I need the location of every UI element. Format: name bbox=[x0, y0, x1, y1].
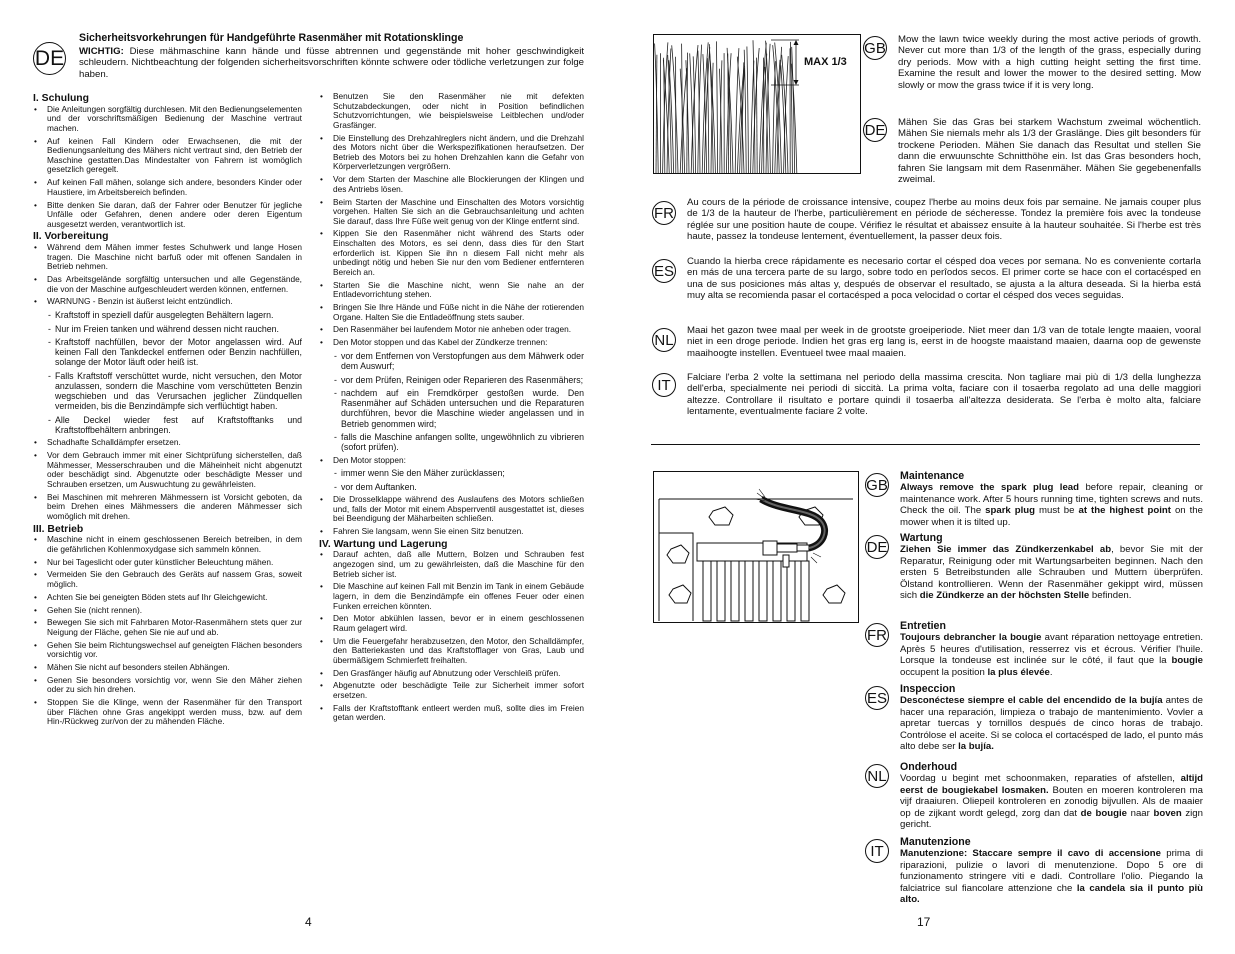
sub-list-item: - Kraftstoff in speziell dafür ausgelegten Behältern lagern. bbox=[30, 310, 302, 320]
language-badge-de: DE bbox=[33, 42, 66, 75]
column-left bbox=[30, 92, 302, 730]
page-title: Sicherheitsvorkehrungen für Handgeführte Rasenmäher mit Rotationsklinge bbox=[79, 32, 464, 44]
sub-list-item: - nachdem auf ein Fremdkörper gestoßen wurde. Den Rasenmäher auf Schäden untersuchen und die Reparaturen durchführen, bevor die Maschine wieder angelassen und in Betrieb genommen wird; bbox=[316, 388, 584, 429]
emphasis-text: bougie bbox=[1171, 655, 1203, 667]
language-badge-es: ES bbox=[865, 686, 889, 710]
maintenance-heading: Entretien bbox=[900, 620, 946, 632]
body-text: must be bbox=[1035, 505, 1079, 517]
emphasis-text: de bougie bbox=[1080, 807, 1127, 819]
language-badge-nl: NL bbox=[865, 764, 889, 788]
maintenance-heading: Wartung bbox=[900, 532, 943, 544]
list-item: • Beim Starten der Maschine und Einschalten des Motors vorsichtig vorgehen. Halten Sie sich an die Gebrauchsanleitung und achten Sie darauf, dass Ihre Füße weit genug von der Klinge entfernt sind. bbox=[316, 198, 584, 227]
bullet-list bbox=[30, 105, 302, 230]
sub-list-item: - vor dem Entfernen von Verstopfungen aus dem Mähwerk oder dem Auswurf; bbox=[316, 351, 584, 371]
maintenance-block-gb bbox=[900, 471, 1203, 528]
sub-list-item: - Falls Kraftstoff verschüttet wurde, nicht versuchen, den Motor anzulassen, sondern die Maschine vom verschütteten Benzin wegschieben und das Verursachen jeglicher Zündquellen vermeiden, bis die Benzindämpfe sich verflüchtigt haben. bbox=[30, 371, 302, 412]
list-item: • Den Motor stoppen und das Kabel der Zündkerze trennen: bbox=[316, 338, 584, 348]
list-item: • Während dem Mähen immer festes Schuhwerk und lange Hosen tragen. Die Maschine nicht barfuß oder mit offenen Sandalen in Betrieb nehmen. bbox=[30, 243, 302, 272]
maintenance-text bbox=[900, 848, 1203, 905]
list-item: • Bei Maschinen mit mehreren Mähmessern ist Vorsicht geboten, da beim Drehen eines Mähmessers die anderen Mähmesser sich womöglich mit drehen. bbox=[30, 493, 302, 522]
sub-list-item: - immer wenn Sie den Mäher zurücklassen; bbox=[316, 468, 584, 478]
list-item: • Auf keinen Fall mähen, solange sich andere, besonders Kinder oder Haustiere, im Arbeitsbereich befinden. bbox=[30, 178, 302, 197]
section-heading: IV. Wartung und Lagerung bbox=[319, 538, 448, 550]
maintenance-text bbox=[900, 695, 1203, 752]
body-text: on the mower when it is tilted up. bbox=[900, 505, 1203, 528]
list-item: • Die Anleitungen sorgfältig durchlesen. Mit den Bedienungselementen und der vorschriftsmäßigen Bedienung der Maschine vertraut machen. bbox=[30, 105, 302, 134]
mowing-paragraph-it: Falciare l'erba 2 volte la settimana nel periodo della massima crescita. Non tagliare mai più di 1/3 della lunghezza dell'erba, specialmente nei periodi di siccità. La prima volta, faciare con il tosaerba regolato ad una delle maggiori altezze. Controllare il risultato e portare quindi il tosaerba all'altezza desiderata. Se l'erba è molto alta, falciare lentamente, eventualmente faciare 2 volte. bbox=[687, 372, 1201, 418]
emphasis-text: at the highest point bbox=[1078, 505, 1171, 517]
language-badge-nl: NL bbox=[652, 328, 676, 352]
body-text: Bouten en moeren kontroleren ma vijf draaiuren. Oliepeil kontroleren en zonodig bijvullen. Als de maaier op de zijkant wordt gelegd, zorg dan dat bbox=[900, 784, 1203, 819]
mowing-paragraph-nl: Maai het gazon twee maal per week in de grootste groeiperiode. Niet meer dan 1/3 van de totale lengte maaien, vooral niet in een droge periode. Indien het gras erg lang is, eerst in de hoogste maaistand maaien, daarna oop de gewenste maaihoogte instellen. Eventueel twee maal maaien. bbox=[687, 325, 1201, 359]
emphasis-text: Manutenzione: Staccare sempre il cavo di accensione bbox=[900, 848, 1161, 860]
mowing-paragraph-fr: Au cours de la période de croissance intensive, coupez l'herbe au moins deux fois par semaine. Ne jamais couper plus de 1/3 de la hauteur de l'herbe, particulièrement en période de sécheresse. Tondez la première fois avec la tondeuse réglée sur une position haute de coupe. Vérifiez le résultat et abaissez ensuite à la hauteur souhaitée. Si l'herbe est très haute, passez la tondeuse lentement, éventuellement, la passer deux fois. bbox=[687, 197, 1201, 243]
list-item: • Abgenutzte oder beschädigte Teile zur Sicherheit immer sofort ersetzen. bbox=[316, 681, 584, 700]
bullet-list bbox=[30, 535, 302, 727]
body-text: antes de hacer una reparación, limpieza o trabajo de mantenimiento. Vovler a apretar tuercas y tornillos después de cinco horas de trabajo. Contrólose el aceite. Si se coloca el cortacésped de lado, el punto más alto debe ser bbox=[900, 695, 1203, 753]
language-badge-es: ES bbox=[652, 259, 676, 283]
emphasis-text: spark plug bbox=[985, 505, 1036, 517]
list-item: • Bitte denken Sie daran, daß der Fahrer oder Benutzer für jegliche Unfälle oder Gefahren, denen andere oder deren Eigentum ausgesetzt werden, verantwortlich ist. bbox=[30, 201, 302, 230]
list-item: • Den Motor abkühlen lassen, bevor er in einem geschlossenen Raum gelagert wird. bbox=[316, 614, 584, 633]
maintenance-block-it bbox=[900, 837, 1203, 905]
max-cut-label: MAX 1/3 bbox=[804, 56, 847, 68]
warning-text: Diese mähmaschine kann hände und füsse abtrennen und gegenstände mit hoher geschwindigkeit schleudern. Nichtbeachtung der folgenden sicherheitsvorschriften könnte schwere oder tödliche verletzungen zur folge haben. bbox=[79, 46, 584, 80]
maintenance-heading: Inspeccion bbox=[900, 683, 956, 695]
language-badge-de: DE bbox=[863, 118, 887, 142]
emphasis-text: la plus élevée bbox=[987, 666, 1050, 678]
maintenance-text bbox=[900, 544, 1203, 601]
section-divider bbox=[651, 444, 1200, 445]
emphasis-text: die Zündkerze an der höchsten Stelle bbox=[919, 590, 1090, 602]
list-item: • Gehen Sie (nicht rennen). bbox=[30, 606, 302, 616]
maintenance-text bbox=[900, 482, 1203, 528]
language-badge-de: DE bbox=[865, 535, 889, 559]
emphasis-text: Desconéctese siempre el cable del encendido de la bujía bbox=[900, 695, 1163, 707]
body-text: occupent la position bbox=[900, 666, 988, 678]
emphasis-text: la bujía. bbox=[958, 741, 994, 753]
sub-list-item: - falls die Maschine anfangen sollte, ungewöhnlich zu vibrieren (sofort prüfen). bbox=[316, 432, 584, 452]
emphasis-text: la candela sia il punto più alto. bbox=[900, 882, 1204, 906]
page-number-left: 4 bbox=[305, 915, 312, 929]
body-text: zign gericht. bbox=[900, 807, 1203, 831]
list-item: • Kippen Sie den Rasenmäher nicht während des Starts oder Einschalten des Motors, es sei denn, dass dies für den Start erforderlich ist. Kippen Sie ihn n diesem Fall nicht mehr als unbedingt nötig und heben Sie nur den vom Bediener entfernteren Bereich an. bbox=[316, 229, 584, 277]
bullet-list bbox=[316, 550, 584, 723]
list-item: • Den Grasfänger häufig auf Abnutzung oder Verschleiß prüfen. bbox=[316, 669, 584, 679]
list-item: • Den Rasenmäher bei laufendem Motor nie anheben oder tragen. bbox=[316, 325, 584, 335]
maintenance-block-de bbox=[900, 533, 1203, 601]
mowing-paragraph-es: Cuando la hierba crece rápidamente es necesario cortar el césped doa veces por semana. No es conveniente cortarla en más de una tercera parte de su largo, sobre todo en perîodos secos. El primer corte se hace con el cortacésped en una de sus posiciones más altas y, después de observar el resultado, se ajusta a la altura deseada. Si la hierba está muy alta se recomienda pasar el cortacésped a poca velocidad o cortar el césped dos veces seguidas. bbox=[687, 256, 1201, 302]
bullet-list bbox=[316, 92, 584, 537]
sub-list-item: - Nur im Freien tanken und während dessen nicht rauchen. bbox=[30, 324, 302, 334]
language-badge-fr: FR bbox=[652, 201, 676, 225]
list-item: • Mähen Sie nicht auf besonders steilen Abhängen. bbox=[30, 663, 302, 673]
list-item: • Vor dem Starten der Maschine alle Blockierungen der Klingen und des Antriebs lösen. bbox=[316, 175, 584, 194]
list-item: • Nur bei Tageslicht oder guter künstlicher Beleuchtung mähen. bbox=[30, 558, 302, 568]
body-text: Voordag u begint met schoonmaken, reparaties of afstellen, bbox=[900, 773, 1181, 785]
body-text: . bbox=[1049, 666, 1053, 678]
language-badge-gb: GB bbox=[863, 36, 887, 60]
list-item: • Falls der Kraftstofftank entleert werden muß, sollte dies im Freien getan werden. bbox=[316, 704, 584, 723]
list-item: • Benutzen Sie den Rasenmäher nie mit defekten Schutzabdeckungen, oder nicht in Position befindlichen Schutzvorrichtungen, wie beispielsweise Leitblechen und/oder Grasfänger. bbox=[316, 92, 584, 130]
list-item: • Starten Sie die Maschine nicht, wenn Sie nahe an der Entladevorrichtung stehen. bbox=[316, 281, 584, 300]
maintenance-heading: Maintenance bbox=[900, 470, 965, 482]
maintenance-block-es bbox=[900, 684, 1203, 752]
body-text: avant réparation nettoyage entretien. Après 5 heures d'utilisation, resserrez vis et écrous. Vérifier l'huile. Lorsque la tondeuse est inclinée sur le côté, il faut que la bbox=[900, 632, 1203, 667]
body-text: prima di riparazioni, pulizie o lavori di menutenzione. Dopo 5 ore di funzionamento stringere viti e dadi. Controllare l'olio. Piegando la falciatrice sul fiancolare attenzione che bbox=[900, 848, 1203, 894]
sub-list-item: - vor dem Prüfen, Reinigen oder Reparieren des Rasenmähers; bbox=[316, 375, 584, 385]
maintenance-text bbox=[900, 773, 1203, 830]
body-text: , bevor Sie mit der Reparatur, Reinigung oder mit Wartungsarbeiten beginnen. Nach den ersten 5 Betreibstunden alle Schrauben und Muttern überprüfen. Ölstand kontrollieren. Wenn der Rasenmäher gekippt wird, müssen sich bbox=[900, 544, 1203, 602]
language-badge-it: IT bbox=[652, 373, 676, 397]
list-item: • Genen Sie besonders vorsichtig vor, wenn Sie den Mäher ziehen oder zu sich hin drehen. bbox=[30, 676, 302, 695]
list-item: • Schadhafte Schalldämpfer ersetzen. bbox=[30, 438, 302, 448]
section-heading: III. Betrieb bbox=[33, 523, 84, 535]
list-item: • Auf keinen Fall Kindern oder Erwachsenen, die mit der Bedienungsanleitung des Mähers nicht vertraut sind, den Betrieb der Maschine gestatten.Das Mindestalter von Fahrern ist womöglich gesetzlich geregelt. bbox=[30, 137, 302, 175]
list-item: • Die Einstellung des Drehzahlreglers nicht ändern, und die Drehzahl des Motors nicht über die Werkspezifikationen heraufsetzen. Der Betrieb des Motors bei zu hohen Drehzahlen kann die Gefahr von Körperverletzungen vergrößern. bbox=[316, 134, 584, 172]
section-heading: II. Vorbereitung bbox=[33, 231, 109, 243]
list-item: • Um die Feuergefahr herabzusetzen, den Motor, den Schalldämpfer, den Batteriekasten und das Kraftstofflager von Gras, Laub und übermäßigem Schmierfett freihalten. bbox=[316, 637, 584, 666]
mowing-paragraph-gb: Mow the lawn twice weekly during the most active periods of growth. Never cut more than 1/3 of the length of the grass, especially during dry periods. Mow with a high cutting height setting the first time. Examine the result and lower the mower to the desired setting. Mow slowly or mow the grass twice if it is very long. bbox=[898, 34, 1201, 91]
language-badge-fr: FR bbox=[865, 623, 889, 647]
sub-list-item: - Kraftstoff nachfüllen, bevor der Motor angelassen wird. Auf keinen Fall den Tankdeckel entfernen oder Benzin nachfüllen, solange der Motor läuft oder heiß ist. bbox=[30, 337, 302, 368]
list-item: • Vermeiden Sie den Gebrauch des Geräts auf nassem Gras, soweit möglich. bbox=[30, 570, 302, 589]
language-badge-gb: GB bbox=[865, 473, 889, 497]
list-item: • Achten Sie bei geneigten Böden stets auf Ihr Gleichgewicht. bbox=[30, 593, 302, 603]
maintenance-text bbox=[900, 632, 1203, 678]
engine-spark-plug-illustration bbox=[653, 471, 859, 623]
body-text: before repair, cleaning or maintenance work. After 5 hours running time, tighten screws and nuts. Check the oil. The bbox=[900, 482, 1203, 517]
list-item: • Den Motor stoppen: bbox=[316, 456, 584, 466]
body-text: befinden. bbox=[1089, 590, 1132, 602]
list-item: • Maschine nicht in einem geschlossenen Bereich betreiben, in dem die gefährlichen Kohlenmoxydgase sich sammeln können. bbox=[30, 535, 302, 554]
list-item: • Fahren Sie langsam, wenn Sie einen Sitz benutzen. bbox=[316, 527, 584, 537]
page-number-right: 17 bbox=[917, 915, 931, 929]
mowing-paragraph-de: Mähen Sie das Gras bei starkem Wachstum zweimal wöchentlich. Mähen Sie niemals mehr als 1/3 der Graslänge. Dies gilt besonders für trockene Perioden. Mähen Sie danach das Resultat und stellen Sie dann die erwuunschte Schnitthöhe ein. Ist das Gras besonders hoch, fahren Sie langsam mit dem Rasenmäher. Mähen Sie gegebenenfalls zweimal. bbox=[898, 117, 1201, 186]
warning-paragraph bbox=[79, 46, 584, 80]
emphasis-text: Ziehen Sie immer das Zündkerzenkabel ab bbox=[900, 544, 1112, 556]
list-item: • Bewegen Sie sich mit Fahrbaren Motor-Rasenmähern stets quer zur Neigung der Fläche, gehen Sie nie auf und ab. bbox=[30, 618, 302, 637]
maintenance-heading: Onderhoud bbox=[900, 761, 958, 773]
maintenance-block-fr bbox=[900, 621, 1203, 678]
body-text: naar bbox=[1126, 807, 1154, 819]
column-right bbox=[316, 92, 584, 726]
sub-list-item: - vor dem Auftanken. bbox=[316, 482, 584, 492]
list-item: • Bringen Sie Ihre Hände und Füße nicht in die Nähe der rotierenden Organe. Halten Sie die Entladeöffnung stets sauber. bbox=[316, 303, 584, 322]
warning-label: WICHTIG: bbox=[79, 46, 124, 57]
emphasis-text: Toujours debrancher la bougie bbox=[900, 632, 1042, 644]
list-item: • Gehen Sie beim Richtungswechsel auf geneigten Flächen besonders vorsichtig vor. bbox=[30, 641, 302, 660]
maintenance-heading: Manutenzione bbox=[900, 836, 971, 848]
section-heading: I. Schulung bbox=[33, 93, 89, 104]
bullet-list bbox=[30, 243, 302, 521]
list-item: • Die Maschine auf keinen Fall mit Benzin im Tank in einem Gebäude lagern, in dem die Benzindämpfe ein offenes Feuer oder einen Funken erreichen könnten. bbox=[316, 582, 584, 611]
list-item: • Die Drosselklappe während des Auslaufens des Motors schließen und, falls der Motor mit einem Absperrventil ausgestattet ist, dieses bei Beendigung der Mäharbeiten schließen. bbox=[316, 495, 584, 524]
grass-cut-height-illustration bbox=[653, 34, 861, 174]
emphasis-text: Always remove the spark plug lead bbox=[900, 482, 1079, 494]
list-item: • Stoppen Sie die Klinge, wenn der Rasenmäher für den Transport über Flächen ohne Gras angekippt werden muss, bzw. auf dem Hin-/Rückweg zur/von der zu mähenden Fläche. bbox=[30, 698, 302, 727]
sub-list-item: - Alle Deckel wieder fest auf Kraftstofftanks und Kraftstoffbehältern anbringen. bbox=[30, 415, 302, 435]
list-item: • WARNUNG - Benzin ist äußerst leicht entzündlich. bbox=[30, 297, 302, 307]
emphasis-text: boven bbox=[1153, 807, 1182, 819]
list-item: • Das Arbeitsgelände sorgfältig untersuchen und alle Gegenstände, die von der Maschine aufgeschleudert werden können, entfernen. bbox=[30, 275, 302, 294]
language-badge-it: IT bbox=[865, 839, 889, 863]
list-item: • Vor dem Gebrauch immer mit einer Sichtprüfung sicherstellen, daß Mähmesser, Messerschrauben und die Mäheinheit nicht abgenutzt oder beschädigt sind. Abgenutzte oder beschädigte Messer und Schrauben ersetzen, um Auswuchtung zu gewährleisten. bbox=[30, 451, 302, 489]
maintenance-block-nl bbox=[900, 762, 1203, 830]
list-item: • Darauf achten, daß alle Muttern, Bolzen und Schrauben fest angezogen sind, um zu gewährleisten, daß die Maschine für den Betrieb sicher ist. bbox=[316, 550, 584, 579]
emphasis-text: altijd eerst de bougiekabel losmaken. bbox=[900, 773, 1203, 796]
